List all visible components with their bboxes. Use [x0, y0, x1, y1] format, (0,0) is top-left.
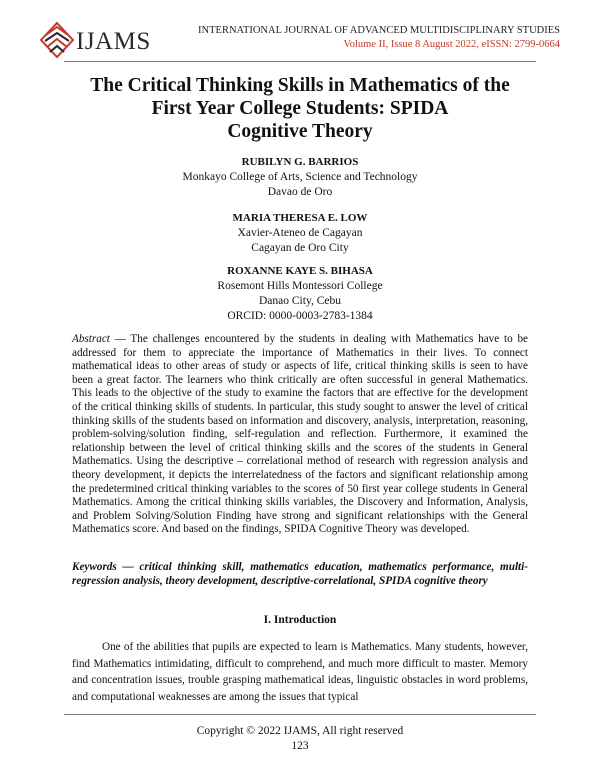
- author-orcid: ORCID: 0000-0003-2783-1384: [227, 310, 373, 322]
- copyright-notice: Copyright © 2022 IJAMS, All right reserved: [196, 725, 404, 737]
- abstract-text: — The challenges encountered by the students in dealing with Mathematics have to be addressed for them to appreciate the importance of Mathematics in their lives. To connect mathematical ideas to other areas of study or aspects of life, critical thinking skills is seen to have been a great factor. The learners who think critically are often successful in general Mathematics. This leads to the objective of the study to examine the factors that are effective for the development of the critical thinking skills of students. In particular, this study sought to answer the level of critical thinking skills of the students based on information and discovery, analysis, interpretation, reasoning, problem-solving/solution finding, self-regulation and reflection. Furthermore, it examined the relationship between the level of critical thinking skills and the scores of the students in General Mathematics. Using the descriptive – correlational method of research with regression analysis and theory development, it depicts the interrelatedness of the factors and significant relationship among the predetermined critical thinking variables to the scores of 50 first year college students in General Mathematics. Among the critical thinking skills variables, the Discovery and Information, Analysis, and Problem Solving/Solution Finding have strong and significant relationships with the General Mathematics score. And based on the findings, SPIDA Cognitive Theory was developed.: [72, 333, 528, 536]
- abstract-label: Abstract: [72, 333, 110, 345]
- title-line: The Critical Thinking Skills in Mathematics of the: [90, 75, 510, 96]
- author-block: [100, 155, 500, 200]
- author-affiliation: Xavier-Ateneo de Cagayan: [237, 227, 363, 239]
- ijams-logo-icon: [40, 22, 74, 58]
- author-block: [100, 211, 500, 256]
- author-affiliation: Rosemont Hills Montessori College: [217, 280, 383, 292]
- title-line: Cognitive Theory: [227, 121, 373, 142]
- author-block: [100, 264, 500, 324]
- journal-logo: [40, 22, 180, 60]
- introduction-paragraph: One of the abilities that pupils are expected to learn is Mathematics. Many students, however, find Mathematics intimidating, difficult to comprehend, and much more difficult to master. Memory and concentration issues, trouble grasping mathematical ideas, linguistic obstacles in word problems, and computational weaknesses are among the issues that typical: [72, 641, 528, 703]
- paper-title: [60, 74, 540, 143]
- logo-text: IJAMS: [76, 28, 151, 55]
- author-name: MARIA THERESA E. LOW: [232, 212, 368, 224]
- header-divider: [64, 61, 536, 62]
- author-name: RUBILYN G. BARRIOS: [241, 156, 359, 168]
- author-affiliation: Monkayo College of Arts, Science and Technology: [182, 171, 418, 183]
- keywords: Keywords — critical thinking skill, mathematics education, mathematics performance, multi-regression analysis, theory development, descriptive-correlational, SPIDA cognitive theory: [72, 561, 528, 587]
- author-location: Danao City, Cebu: [259, 295, 341, 307]
- journal-name: INTERNATIONAL JOURNAL OF ADVANCED MULTIDISCIPLINARY STUDIES: [198, 25, 560, 36]
- author-name: ROXANNE KAYE S. BIHASA: [227, 265, 373, 277]
- section-heading: I. Introduction: [263, 614, 337, 626]
- page-number: 123: [291, 740, 309, 752]
- title-line: First Year College Students: SPIDA: [151, 98, 449, 119]
- author-location: Cagayan de Oro City: [251, 242, 349, 254]
- journal-header: [40, 22, 560, 62]
- page-footer: [100, 724, 500, 754]
- journal-issue-line: Volume II, Issue 8 August 2022, eISSN: 2799-0664: [343, 39, 560, 50]
- abstract: [72, 333, 528, 537]
- footer-divider: [64, 714, 536, 715]
- author-location: Davao de Oro: [267, 186, 333, 198]
